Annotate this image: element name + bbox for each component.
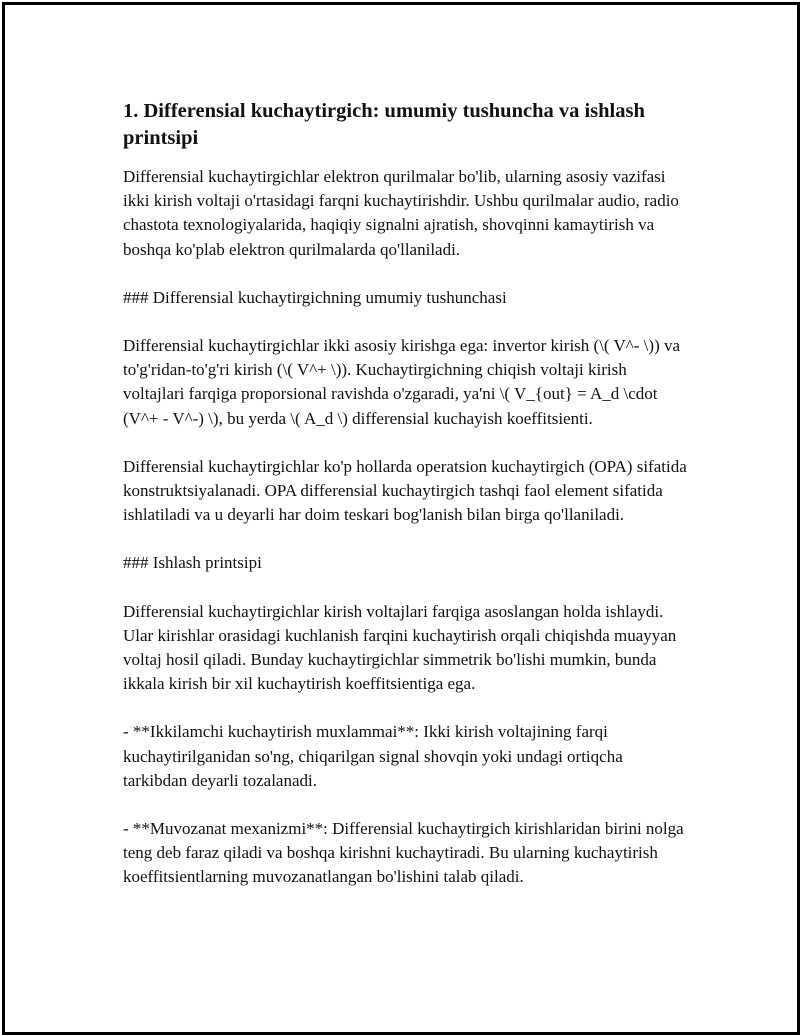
document-title: 1. Differensial kuchaytirgich: umumiy tushuncha va ishlash printsipi [123, 100, 645, 149]
bullet-balance-mechanism: - **Muvozanat mexanizmi**: Differensial kuchaytirgich kirishlaridan birini nolga teng deb faraz qiladi va boshqa kirishni kuchaytiradi. Bu ularning kuchaytirish koeffitsientlarning muvozanatlangan bo'lishini talab qiladi. [123, 819, 684, 887]
inputs-paragraph: Differensial kuchaytirgichlar ikki asosiy kirishga ega: invertor kirish (\( V^- \)) va to'g'ridan-to'g'ri kirish (\( V^+ \)). Kuchaytirgichning chiqish voltaji kirish voltajlari farqiga proporsional ravishda o'zgaradi, ya'ni \( V_{out} = A_d \cdot (V^+ - V^-) \), bu yerda \( A_d \) differensial kuchayish koeffitsienti. [123, 336, 681, 428]
section-heading-general: ### Differensial kuchaytirgichning umumiy tushunchasi [123, 287, 507, 307]
page-frame [2, 2, 800, 1035]
document-body [123, 98, 689, 914]
opa-paragraph: Differensial kuchaytirgichlar ko'p hollarda operatsion kuchaytirgich (OPA) sifatida konstruktsiyalanadi. OPA differensial kuchaytirgich tashqi faol element sifatida ishlatiladi va u deyarli har doim teskari bog'lanish bilan birga qo'llaniladi. [123, 456, 687, 525]
principle-paragraph: Differensial kuchaytirgichlar kirish voltajlari farqiga asoslangan holda ishlaydi. Ular kirishlar orasidagi kuchlanish farqini kuchaytirish orqali chiqishda muayyan voltaj hosil qiladi. Bunday kuchaytirgichlar simmetrik bo'lishi mumkin, bunda ikkala kirish bir xil kuchaytirish koeffitsientiga ega. [123, 601, 677, 694]
bullet-secondary-amplification: - **Ikkilamchi kuchaytirish muxlammai**: Ikki kirish voltajining farqi kuchaytirilganidan so'ng, chiqarilgan signal shovqin yoki undagi ortiqcha tarkibdan deyarli tozalanadi. [123, 722, 623, 790]
section-heading-principle: ### Ishlash printsipi [123, 553, 262, 573]
intro-paragraph: Differensial kuchaytirgichlar elektron qurilmalar bo'lib, ularning asosiy vazifasi ikki kirish voltaji o'rtasidagi farqni kuchaytirishdir. Ushbu qurilmalar audio, radio chastota texnologiyalarida, haqiqiy signalni ajratish, shovqinni kamaytirish va boshqa ko'plab elektron qurilmalarda qo'llaniladi. [123, 167, 679, 259]
